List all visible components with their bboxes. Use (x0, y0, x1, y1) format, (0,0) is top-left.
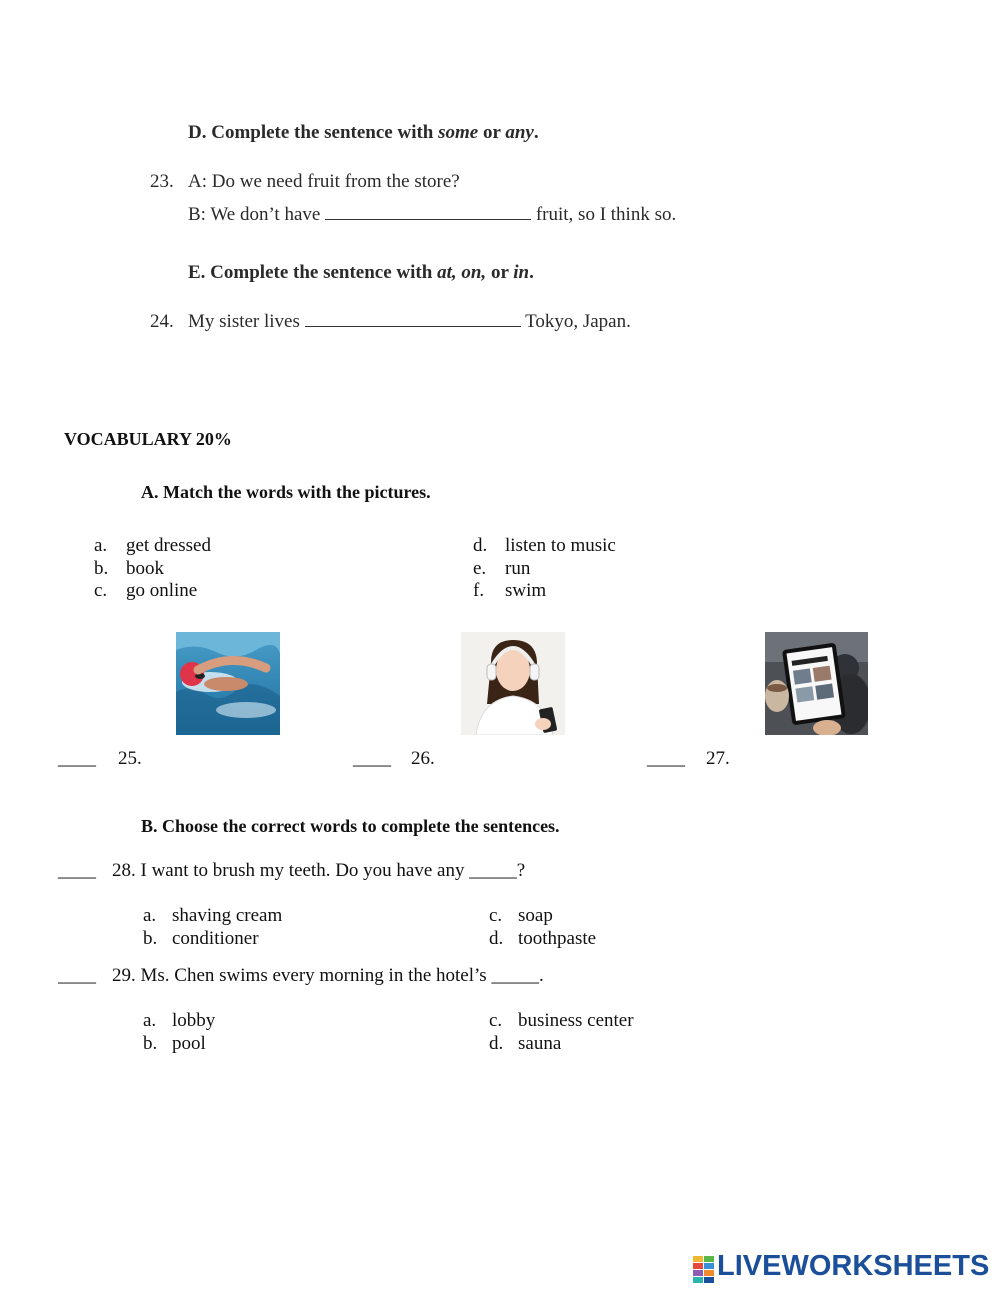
section-d-heading: D. Complete the sentence with some or any. (188, 122, 539, 143)
option-text: toothpaste (518, 928, 597, 949)
option-letter: b. (94, 558, 109, 579)
option-letter: b. (143, 928, 158, 949)
option-text: shaving cream (172, 905, 283, 926)
question-24-number: 24. (150, 311, 174, 332)
question-23-line-a: A: Do we need fruit from the store? (188, 171, 460, 192)
option-text: book (126, 558, 164, 579)
option-letter: a. (94, 535, 108, 556)
answer-blank-24[interactable] (305, 325, 521, 327)
option-letter: c. (94, 580, 108, 601)
liveworksheets-logo-icon (693, 1254, 715, 1286)
answer-blank-29[interactable]: ____ (58, 965, 96, 986)
option-letter: c. (489, 1010, 503, 1031)
option-text: pool (172, 1033, 206, 1054)
question-28: 28. I want to brush my teeth. Do you have any _____? (112, 860, 526, 881)
option-text: go online (126, 580, 198, 601)
option-text: listen to music (505, 535, 616, 556)
answer-blank-28[interactable]: ____ (58, 860, 96, 881)
answer-blank-23[interactable] (325, 218, 531, 220)
option-text: run (505, 558, 531, 579)
liveworksheets-logo-text: LIVEWORKSHEETS (717, 1250, 990, 1282)
item-number-27: 27. (706, 748, 730, 769)
part-a-heading: A. Match the words with the pictures. (141, 482, 431, 502)
item-number-26: 26. (411, 748, 435, 769)
tablet-news-photo (765, 632, 868, 735)
question-23-line-b: B: We don’t have fruit, so I think so. (188, 204, 677, 225)
option-letter: d. (489, 928, 504, 949)
vocabulary-title: VOCABULARY 20% (64, 429, 232, 449)
option-text: sauna (518, 1033, 562, 1054)
option-letter: e. (473, 558, 487, 579)
question-24-line: My sister lives Tokyo, Japan. (188, 311, 631, 332)
option-letter: a. (143, 905, 157, 926)
option-letter: c. (489, 905, 503, 926)
woman-headphones-photo (461, 632, 565, 735)
swimmer-photo (176, 632, 280, 735)
item-number-25: 25. (118, 748, 142, 769)
part-b-heading: B. Choose the correct words to complete the sentences. (141, 816, 560, 836)
option-letter: a. (143, 1010, 157, 1031)
option-letter: d. (489, 1033, 504, 1054)
answer-blank-26[interactable]: ____ (353, 748, 391, 769)
option-letter: b. (143, 1033, 158, 1054)
answer-blank-25[interactable]: ____ (58, 748, 96, 769)
option-letter: f. (473, 580, 485, 601)
section-e-heading: E. Complete the sentence with at, on, or in. (188, 262, 534, 283)
question-23-number: 23. (150, 171, 174, 192)
question-29: 29. Ms. Chen swims every morning in the hotel’s _____. (112, 965, 544, 986)
option-text: soap (518, 905, 553, 926)
option-text: business center (518, 1010, 634, 1031)
option-text: get dressed (126, 535, 211, 556)
option-text: swim (505, 580, 547, 601)
option-letter: d. (473, 535, 488, 556)
option-text: conditioner (172, 928, 259, 949)
answer-blank-27[interactable]: ____ (647, 748, 685, 769)
option-text: lobby (172, 1010, 216, 1031)
